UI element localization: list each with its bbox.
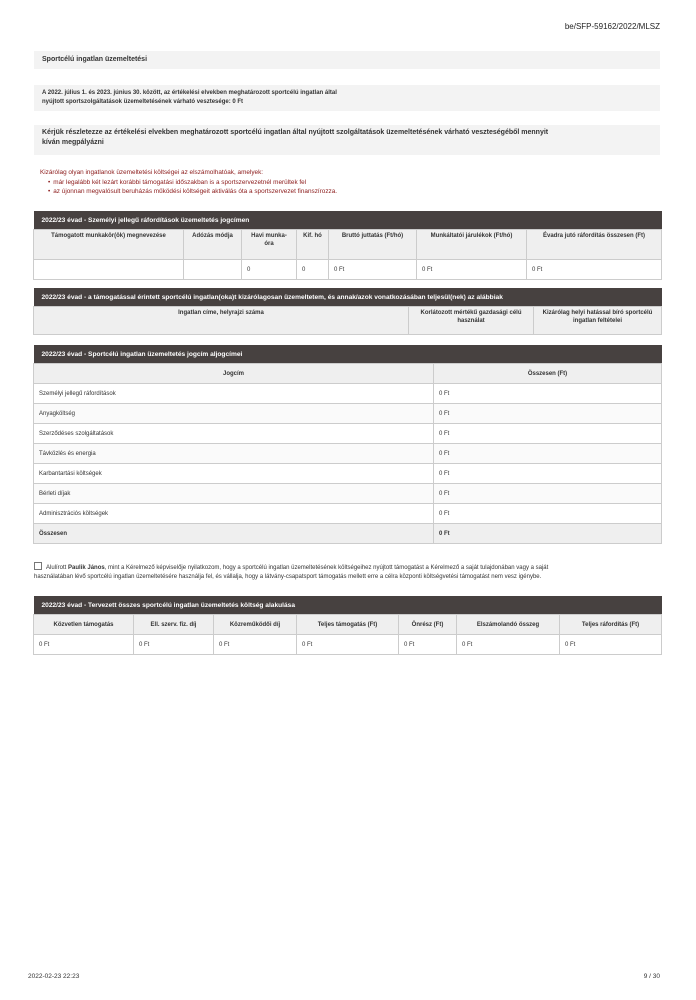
table-row	[34, 464, 662, 484]
declaration-prefix: Alulírott	[46, 565, 67, 571]
declaration-checkbox[interactable]	[34, 562, 42, 570]
table-cell: Távközlés és energia	[34, 444, 434, 464]
table-cell: Anyagköltség	[34, 404, 434, 424]
table-cell: 0	[242, 260, 297, 280]
document-reference: be/SFP-59162/2022/MLSZ	[564, 22, 660, 31]
column-header: Bruttó juttatás (Ft/hó)	[329, 230, 417, 260]
eligibility-note-intro: Kizárólag olyan ingatlanok üzemeltetési költségei az elszámolhatóak, amelyek:	[40, 169, 264, 176]
table-row	[34, 404, 662, 424]
page-number: 9 / 30	[643, 973, 660, 980]
table-cell: 0 Ft	[457, 635, 560, 655]
column-header: Közreműködői díj	[214, 615, 297, 635]
table-row	[34, 424, 662, 444]
table-cell: 0 Ft	[560, 635, 662, 655]
table-cell: 0 Ft	[34, 635, 134, 655]
list-item: • már legalább két lezárt korábbi támogatási időszakban is a sportszervezetnél merültek fel	[48, 178, 660, 188]
planned-costs-table	[33, 596, 662, 655]
total-row	[34, 524, 662, 544]
declaration	[34, 562, 660, 581]
table-cell: 0 Ft	[434, 444, 662, 464]
request-line2: kíván megpályázni	[42, 139, 104, 146]
table-title: 2022/23 évad - Tervezett összes sportcélú ingatlan üzemeltetés költség alakulása	[34, 596, 662, 615]
table-cell: 0 Ft	[434, 484, 662, 504]
column-header: Teljes ráfordítás (Ft)	[560, 615, 662, 635]
table-cell: 0 Ft	[434, 384, 662, 404]
column-header: Önrész (Ft)	[399, 615, 457, 635]
table-cell: Bérleti díjak	[34, 484, 434, 504]
eligibility-list	[40, 178, 660, 197]
column-header: Munkáltatói járulékok (Ft/hó)	[417, 230, 527, 260]
table-cell: Karbantartási költségek	[34, 464, 434, 484]
declaration-text: , mint a Kérelmező képviselője nyilatkozom, hogy a sportcélú ingatlan üzemeltetésének költségeihez nyújtott támogatást a Kérelmező a saját tulajdonában vagy a saját	[104, 565, 549, 571]
table-cell: 0 Ft	[399, 635, 457, 655]
column-header: Havi munka-óra	[242, 230, 297, 260]
table-cell: 0 Ft	[417, 260, 527, 280]
column-header: Ell. szerv. fiz. díj	[134, 615, 214, 635]
list-item: • az újonnan megvalósult beruházás működési költségeit aktiválás óta a sportszervezet finanszírozza.	[48, 187, 660, 197]
request-line1: Kérjük részletezze az értékelési elvekben meghatározott sportcélú ingatlan által nyújtott szolgáltatások üzemeltetésének várható veszteségéből mennyit	[42, 129, 549, 136]
table-cell: Összesen	[34, 524, 434, 544]
personnel-costs-table	[33, 211, 662, 280]
column-header: Adózás módja	[184, 230, 242, 260]
table-cell	[34, 260, 184, 280]
table-row	[34, 444, 662, 464]
table-cell: 0 Ft	[134, 635, 214, 655]
column-header: Támogatott munkakör(ök) megnevezése	[34, 230, 184, 260]
table-cell: 0	[297, 260, 329, 280]
table-cell: 0 Ft	[434, 424, 662, 444]
table-title: 2022/23 évad - Sportcélú ingatlan üzemeltetés jogcím aljogcímei	[34, 345, 662, 364]
table-cell: 0 Ft	[434, 464, 662, 484]
table-cell: 0 Ft	[434, 524, 662, 544]
table-title: 2022/23 évad - a támogatással érintett sportcélú ingatlan(oka)t kizárólagosan üzemeltetem, és annak/azok vonatkozásában teljesül(nek) az alábbiak	[34, 288, 662, 307]
column-header: Teljes támogatás (Ft)	[297, 615, 399, 635]
column-header: Kif. hó	[297, 230, 329, 260]
subcategories-table	[33, 345, 662, 544]
table-row	[34, 260, 662, 280]
table-cell: 0 Ft	[297, 635, 399, 655]
column-header: Ingatlan címe, helyrajzi száma	[34, 307, 409, 335]
column-header: Összesen (Ft)	[434, 364, 662, 384]
table-cell: 0 Ft	[329, 260, 417, 280]
property-conditions-table	[33, 288, 662, 335]
table-cell	[184, 260, 242, 280]
column-header: Elszámolandó összeg	[457, 615, 560, 635]
table-row	[34, 484, 662, 504]
section-title: Sportcélú ingatlan üzemeltetési	[34, 51, 660, 69]
table-row	[34, 504, 662, 524]
expected-loss-line2: nyújtott sportszolgáltatások üzemeltetésének várható vesztesége: 0 Ft	[42, 98, 244, 105]
table-row	[34, 635, 662, 655]
column-header: Évadra jutó ráfordítás összesen (Ft)	[527, 230, 662, 260]
declaration-text: használatában lévő sportcélú ingatlan üzemeltetésére használja fel, és vállalja, hogy a látvány-csapatsport támogatás mellett erre a célra központi költségvetési támogatást nem vesz igénybe.	[34, 573, 542, 580]
table-cell: 0 Ft	[527, 260, 662, 280]
table-cell: 0 Ft	[434, 404, 662, 424]
column-header: Korlátozott mértékű gazdasági célú használat	[409, 307, 534, 335]
column-header: Kizárólag helyi hatással bíró sportcélú ingatlan feltételei	[534, 307, 662, 335]
table-cell: 0 Ft	[434, 504, 662, 524]
expected-loss-box	[34, 85, 660, 111]
table-title: 2022/23 évad - Személyi jellegű ráfordítások üzemeltetés jogcímen	[34, 211, 662, 230]
table-cell: Szerződéses szolgáltatások	[34, 424, 434, 444]
table-cell: Személyi jellegű ráfordítások	[34, 384, 434, 404]
column-header: Jogcím	[34, 364, 434, 384]
footer-timestamp: 2022-02-23 22:23	[28, 973, 80, 980]
eligibility-note	[40, 168, 660, 197]
table-cell: Adminisztrációs költségek	[34, 504, 434, 524]
table-row	[34, 384, 662, 404]
column-header: Közvetlen támogatás	[34, 615, 134, 635]
table-cell: 0 Ft	[214, 635, 297, 655]
request-box	[34, 125, 660, 155]
representative-name: Paulik János	[68, 565, 105, 571]
expected-loss-line1: A 2022. július 1. és 2023. június 30. között, az értékelési elvekben meghatározott sportcélú ingatlan által	[42, 90, 337, 96]
